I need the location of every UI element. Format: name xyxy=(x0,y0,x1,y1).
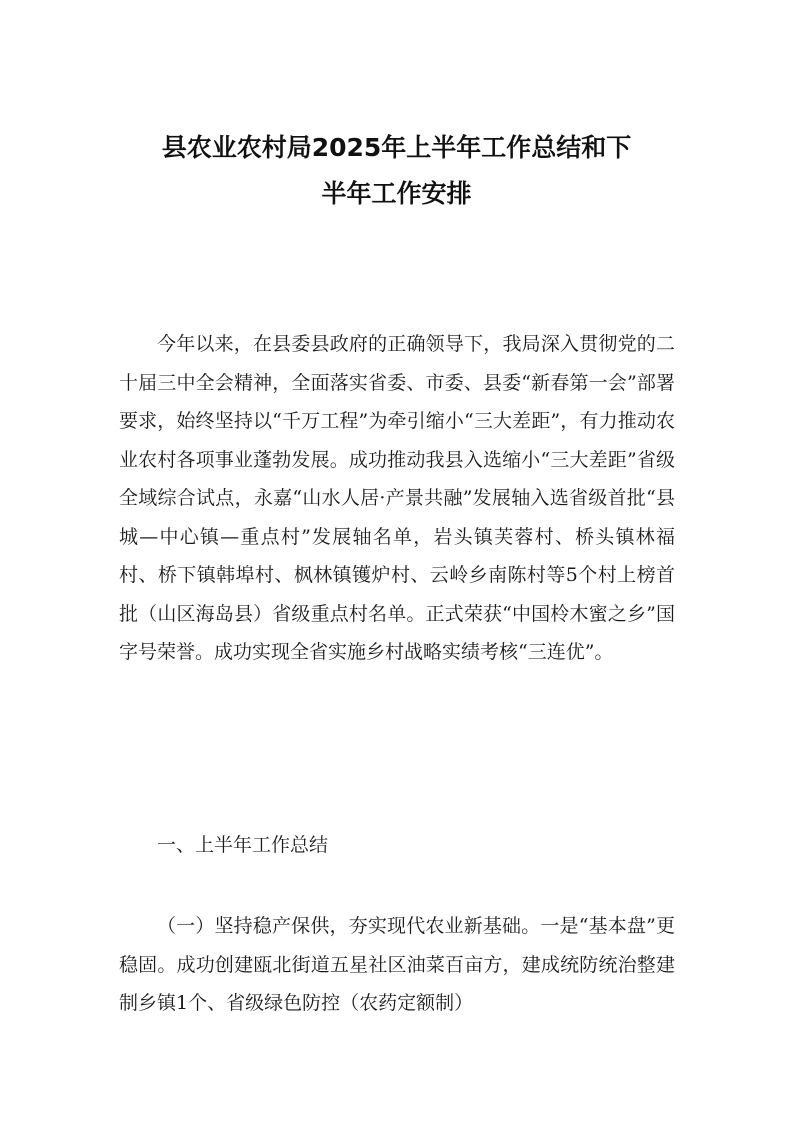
section-paragraph: （一）坚持稳产保供，夯实现代农业新基础。一是“基本盘”更稳固。成功创建瓯北街道五星社区油菜百亩方，建成统防统治整建制乡镇1个、省级绿色防控（农药定额制） xyxy=(119,915,675,1014)
document-title-line-2: 半年工作安排 xyxy=(321,179,472,208)
document-title-line-1: 县农业农村局2025年上半年工作总结和下 xyxy=(161,133,632,162)
section-heading: 一、上半年工作总结 xyxy=(157,834,329,856)
intro-paragraph: 今年以来，在县委县政府的正确领导下，我局深入贯彻党的二十届三中全会精神，全面落实省委、市委、县委“新春第一会”部署要求，始终坚持以“千万工程”为牵引缩小“三大差距”，有力推动农业农村各项事业蓬勃发展。成功推动我县入选缩小“三大差距”省级全域综合试点，永嘉“山水人居·产景共融”发展轴入选省级首批“县城—中心镇—重点村”发展轴名单，岩头镇芙蓉村、桥头镇林福村、桥下镇韩埠村、枫林镇镬炉村、云岭乡南陈村等5个村上榜首批（山区海岛县）省级重点村名单。正式荣获“中国柃木蜜之乡”国字号荣誉。成功实现全省实施乡村战略实绩考核“三连优”。 xyxy=(119,333,675,663)
